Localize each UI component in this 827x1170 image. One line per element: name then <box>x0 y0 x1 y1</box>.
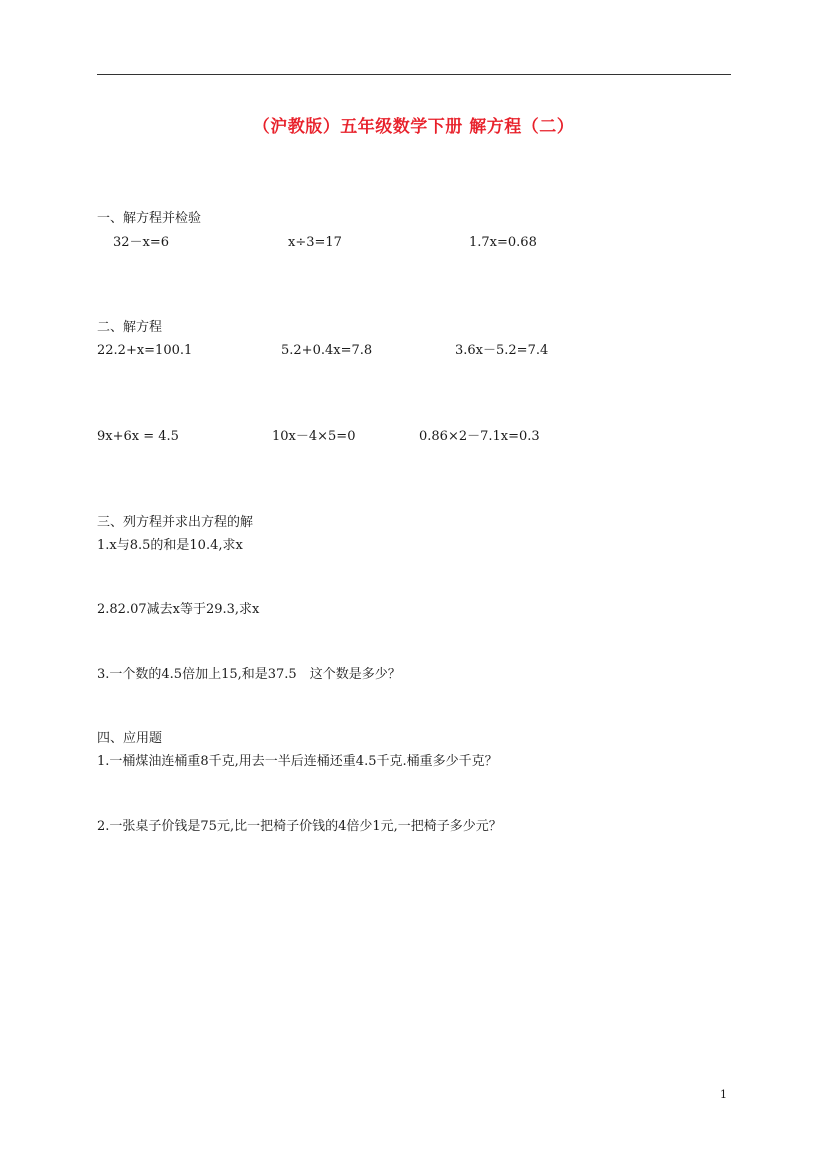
section-4-heading: 四、应用题 <box>97 731 163 746</box>
equation-2-2: 5.2+0.4x=7.8 <box>281 343 373 358</box>
document-title: （沪教版）五年级数学下册 解方程（二） <box>252 117 575 137</box>
section-1-heading: 一、解方程并检验 <box>97 211 202 226</box>
equation-2-4: 9x+6x = 4.5 <box>97 429 179 444</box>
word-problem-3-2: 2.82.07减去x等于29.3,求x <box>97 602 260 617</box>
word-problem-3-3: 3.一个数的4.5倍加上15,和是37.5 这个数是多少？ <box>97 667 401 682</box>
equation-2-1: 22.2+x=100.1 <box>97 343 193 358</box>
equation-1-3: 1.7x=0.68 <box>469 235 537 250</box>
section-2-heading: 二、解方程 <box>97 320 163 335</box>
equation-1-2: x÷3=17 <box>288 235 342 250</box>
application-problem-4-1: 1.一桶煤油连桶重8千克,用去一半后连桶还重4.5千克.桶重多少千克？ <box>97 754 498 769</box>
application-problem-4-2: 2.一张桌子价钱是75元,比一把椅子价钱的4倍少1元,一把椅子多少元？ <box>97 819 502 834</box>
section-3-heading: 三、列方程并求出方程的解 <box>97 515 254 530</box>
equation-2-6: 0.86×2－7.1x=0.3 <box>419 429 540 444</box>
equation-1-1: 32－x=6 <box>113 235 170 250</box>
equation-2-5: 10x－4×5=0 <box>272 429 356 444</box>
word-problem-3-1: 1.x与8.5的和是10.4,求x <box>97 538 243 553</box>
header-rule <box>97 74 731 75</box>
page-number: 1 <box>720 1088 727 1101</box>
equation-2-3: 3.6x－5.2=7.4 <box>455 343 549 358</box>
